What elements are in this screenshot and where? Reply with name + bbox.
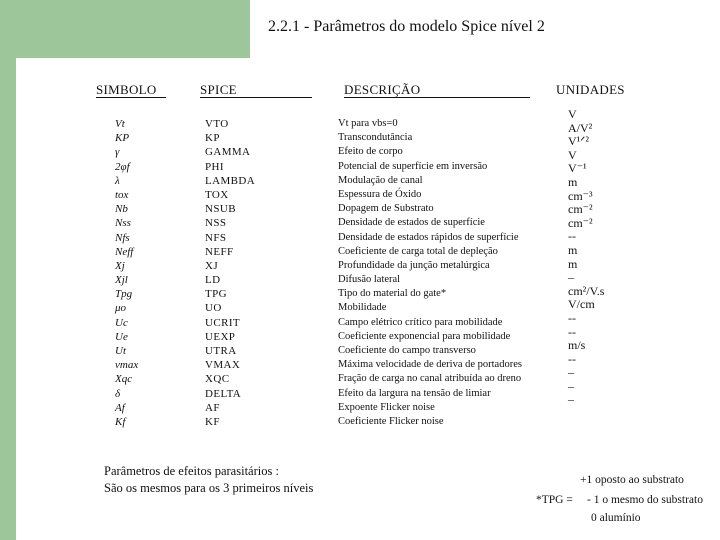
symbol-cell: μo [115,302,127,315]
description-cell: Potencial de superfície em inversão [338,160,488,172]
description-cell: Modulação de canal [338,174,423,186]
unit-cell: m [568,242,578,257]
description-cell: Coeficiente Flicker noise [338,415,444,427]
symbol-cell: Xj [115,259,125,272]
header-descricao-underline [344,97,530,98]
tpg-note-line3: 0 alumínio [591,512,641,524]
spice-param-cell: KF [205,415,220,428]
description-cell: Profundidade da junção metalúrgica [338,259,490,271]
page-title: 2.2.1 - Parâmetros do modelo Spice nível 2 [268,18,545,35]
header-unidades: UNIDADES [556,82,625,97]
symbol-column [115,117,138,429]
spice-param-cell: KP [205,132,220,145]
description-cell: Campo elétrico crítico para mobilidade [338,316,503,328]
spice-param-cell: UEXP [205,330,236,343]
description-cell: Máxima velocidade de deriva de portadores [338,359,522,371]
unit-cell: – [568,270,574,285]
decorative-green-block [0,0,250,58]
unit-cell: m/s [568,338,586,353]
unit-cell: m [568,174,578,189]
spice-param-cell: DELTA [205,387,242,400]
spice-param-cell: NSUB [205,203,236,216]
symbol-cell: Ut [115,345,126,357]
description-cell: Coeficiente exponencial para mobilidade [338,330,511,342]
decorative-green-bar [0,0,16,540]
unit-cell: – [568,365,574,380]
symbol-cell: Ue [115,330,128,343]
symbol-cell: Nfs [115,231,130,244]
unit-cell: V⁻¹ [568,161,587,176]
unit-cell: m [568,256,578,271]
symbol-cell: Nss [115,217,131,230]
spice-param-cell: LD [205,274,221,287]
spice-param-cell: TOX [205,188,229,201]
symbol-cell: Vt [115,118,125,130]
unit-cell: -- [568,310,576,325]
symbol-cell: tox [115,188,129,201]
tpg-note-label: *TPG = [536,494,573,506]
unit-cell: V/cm [568,297,595,312]
description-cell: Efeito de corpo [338,146,403,158]
description-column [338,117,522,429]
spice-param-cell: NSS [205,217,227,230]
parasitic-note-line2: São os mesmos para os 3 primeiros níveis [104,481,314,495]
unit-cell: cm⁻² [568,202,593,217]
unit-cell: V¹ᐟ² [568,134,589,149]
spice-param-cell: LAMBDA [205,174,256,187]
parasitic-note [104,463,313,497]
header-spice-underline [200,97,312,98]
spice-param-cell: UO [205,302,222,315]
tpg-note-line2: - 1 o mesmo do substrato [587,494,703,506]
symbol-cell: Tpg [115,288,133,301]
symbol-cell: γ [115,146,120,159]
description-cell: Efeito da largura na tensão de limiar [338,387,491,399]
spice-param-cell: UTRA [205,345,237,357]
symbol-cell: λ [115,174,120,187]
description-cell: Coeficiente do campo transverso [338,345,476,356]
header-simbolo-underline [96,97,166,98]
symbol-cell: Af [115,401,125,414]
description-cell: Coeficiente de carga total de depleção [338,245,498,257]
spice-param-cell: GAMMA [205,146,251,159]
symbol-cell: Kf [115,415,126,428]
description-cell: Dopagem de Substrato [338,203,434,215]
spice-param-cell: UCRIT [205,316,240,329]
spice-column [205,117,255,429]
symbol-cell: Nb [115,203,128,216]
header-simbolo: SIMBOLO [96,82,157,97]
symbol-cell: KP [115,132,130,145]
description-cell: Expoente Flicker noise [338,401,435,413]
spice-param-cell: NEFF [205,245,234,258]
unit-cell: -- [568,229,576,244]
unit-cell: -- [568,351,576,366]
symbol-cell: Xjl [115,274,128,287]
symbol-cell: vmax [115,359,139,372]
spice-param-cell: XQC [205,373,230,386]
header-descricao: DESCRIÇÃO [344,82,421,97]
unit-cell: – [568,392,574,407]
unit-cell: -- [568,324,576,339]
header-spice: SPICE [200,82,237,97]
symbol-cell: Uc [115,316,128,329]
description-cell: Transcondutância [338,132,413,144]
description-cell: Mobilidade [338,302,387,314]
spice-param-cell: VMAX [205,359,241,372]
spice-param-cell: XJ [205,259,219,272]
description-cell: Espessura de Óxido [338,188,422,200]
unit-cell: A/V² [568,120,593,135]
description-cell: Difusão lateral [338,274,401,286]
parasitic-note-line1: Parâmetros de efeitos parasitários : [104,464,279,478]
description-cell: Densidade de estados de superfície [338,217,485,229]
symbol-cell: 2φf [115,160,130,173]
unit-cell: cm⁻² [568,215,593,230]
unit-cell: cm²/V.s [568,283,605,298]
spice-param-cell: TPG [205,288,227,301]
symbol-cell: Neff [115,245,134,258]
units-column [568,108,604,407]
spice-param-cell: VTO [205,118,229,130]
symbol-cell: Xqc [115,373,133,386]
unit-cell: V [568,107,577,121]
description-cell: Densidade de estados rápidos de superfície [338,231,519,243]
description-cell: Vt para vbs=0 [338,118,398,129]
description-cell: Fração de carga no canal atribuída ao dreno [338,373,522,385]
unit-cell: cm⁻³ [568,188,593,203]
symbol-cell: δ [115,387,121,400]
unit-cell: V [568,147,577,162]
spice-param-cell: PHI [205,160,224,173]
tpg-note-line1: +1 oposto ao substrato [580,474,684,486]
unit-cell: – [568,378,574,393]
spice-param-cell: AF [205,401,220,414]
description-cell: Tipo do material do gate* [338,288,447,300]
spice-param-cell: NFS [205,231,227,244]
